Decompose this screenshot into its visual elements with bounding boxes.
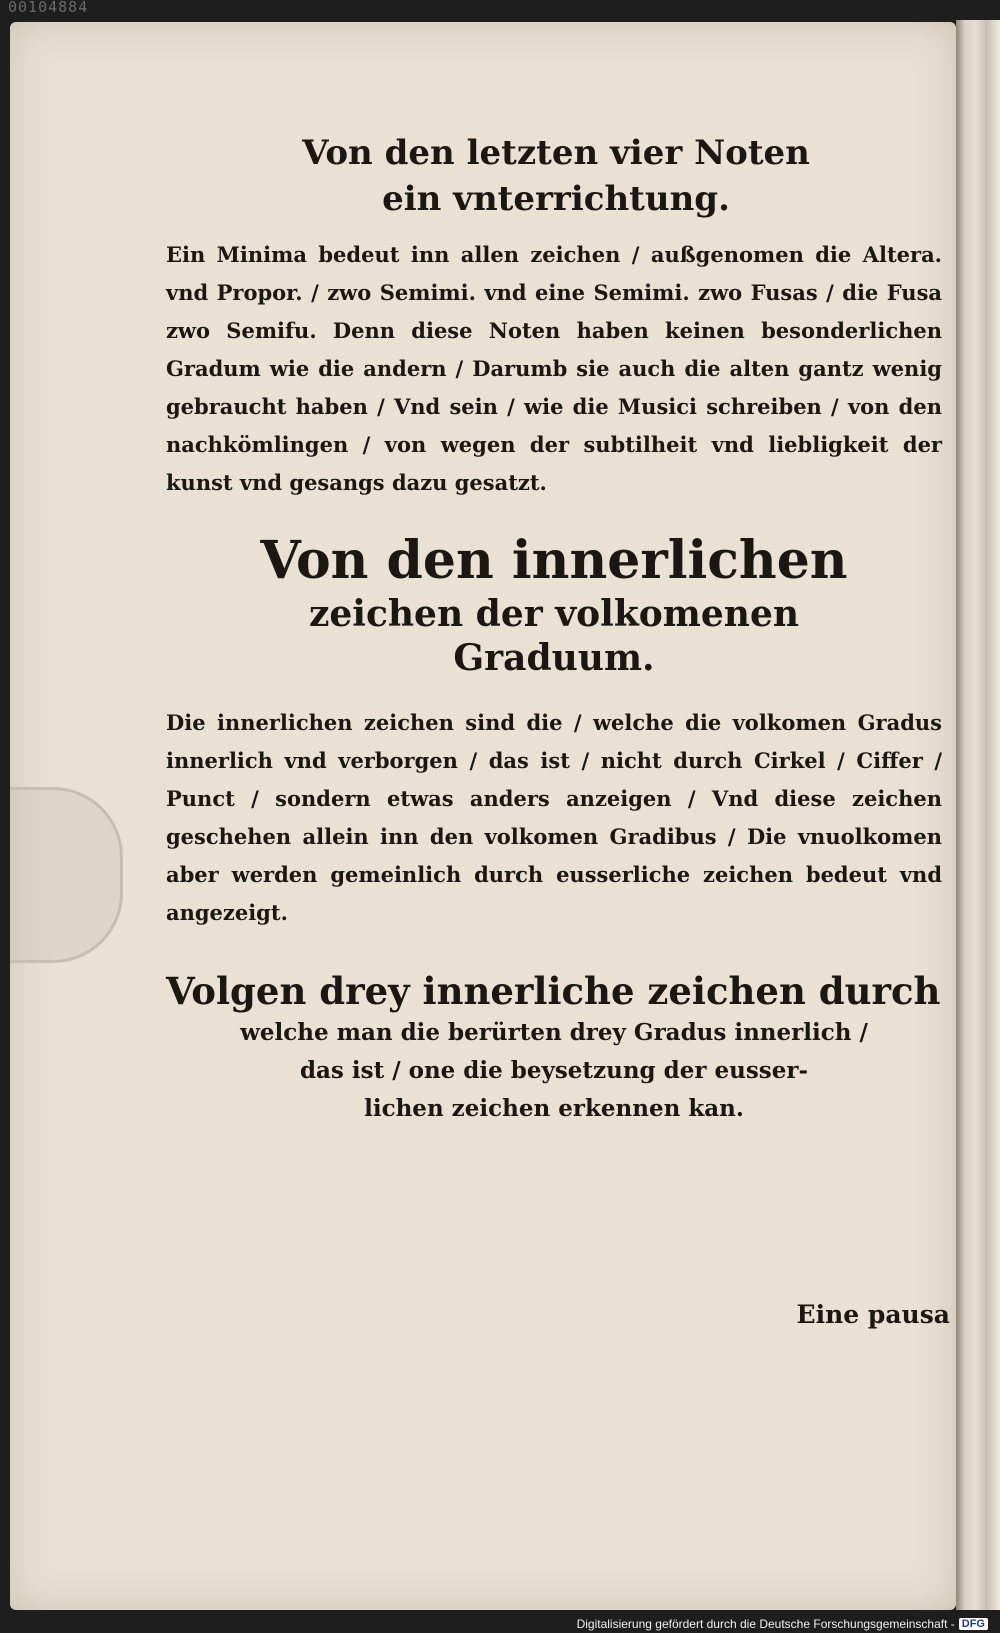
paragraph-noten: Ein Minima bedeut inn allen zeichen / außgenomen die Altera. vnd Propor. / zwo Semimi. vnd eine Semimi. zwo Fusas / die Fusa zwo Semifu. Denn diese Noten haben keinen besonderlichen Gradum wie die andern / Darumb sie auch die alten gantz wenig gebraucht haben / Vnd sein / wie die Musici schreiben / von den nachkömlingen / von wegen der subtilheit vnd liebligkeit der kunst vnd gesangs dazu gesatzt. (166, 242, 942, 495)
page-edge (956, 20, 1000, 1610)
footer-text: Digitalisierung gefördert durch die Deutsche Forschungsgemeinschaft - (576, 1617, 955, 1631)
text-column (166, 130, 942, 1128)
heading-innerlich-line2: zeichen der volkomenen (308, 593, 800, 635)
heading-noten-line2: ein vnterrichtung. (382, 179, 730, 219)
digitization-footer (577, 1617, 988, 1631)
volgen-line2: welche man die berürten drey Gradus innerlich / (240, 1019, 868, 1046)
heading-noten-line1: Von den letzten vier Noten (302, 133, 810, 173)
volgen-line3: das ist / one die beysetzung der eusser- (299, 1057, 809, 1084)
heading-innerlich-line3: Graduum. (453, 637, 655, 679)
volgen-line4: lichen zeichen erkennen kan. (364, 1095, 744, 1122)
heading-volgen: Volgen drey innerliche zeichen durch (166, 969, 941, 1013)
dfg-logo: DFG (959, 1618, 988, 1630)
heading-innerlich-line1: Von den innerlichen (260, 530, 848, 591)
scan-id-label: 00104884 (8, 0, 89, 16)
clip-mark (10, 787, 123, 963)
catchword: Eine pausa (796, 1300, 950, 1329)
paragraph-innerlich: Die innerlichen zeichen sind die / welche die volkomen Gradus innerlich vnd verborgen / das ist / nicht durch Cirkel / Ciffer / Punct / sondern etwas anders anzeigen / Vnd diese zeichen geschehen allein inn den volkomen Gradibus / Die vnuolkomen aber werden gemeinlich durch eusserliche zeichen bedeut vnd angezeigt. (166, 710, 942, 925)
